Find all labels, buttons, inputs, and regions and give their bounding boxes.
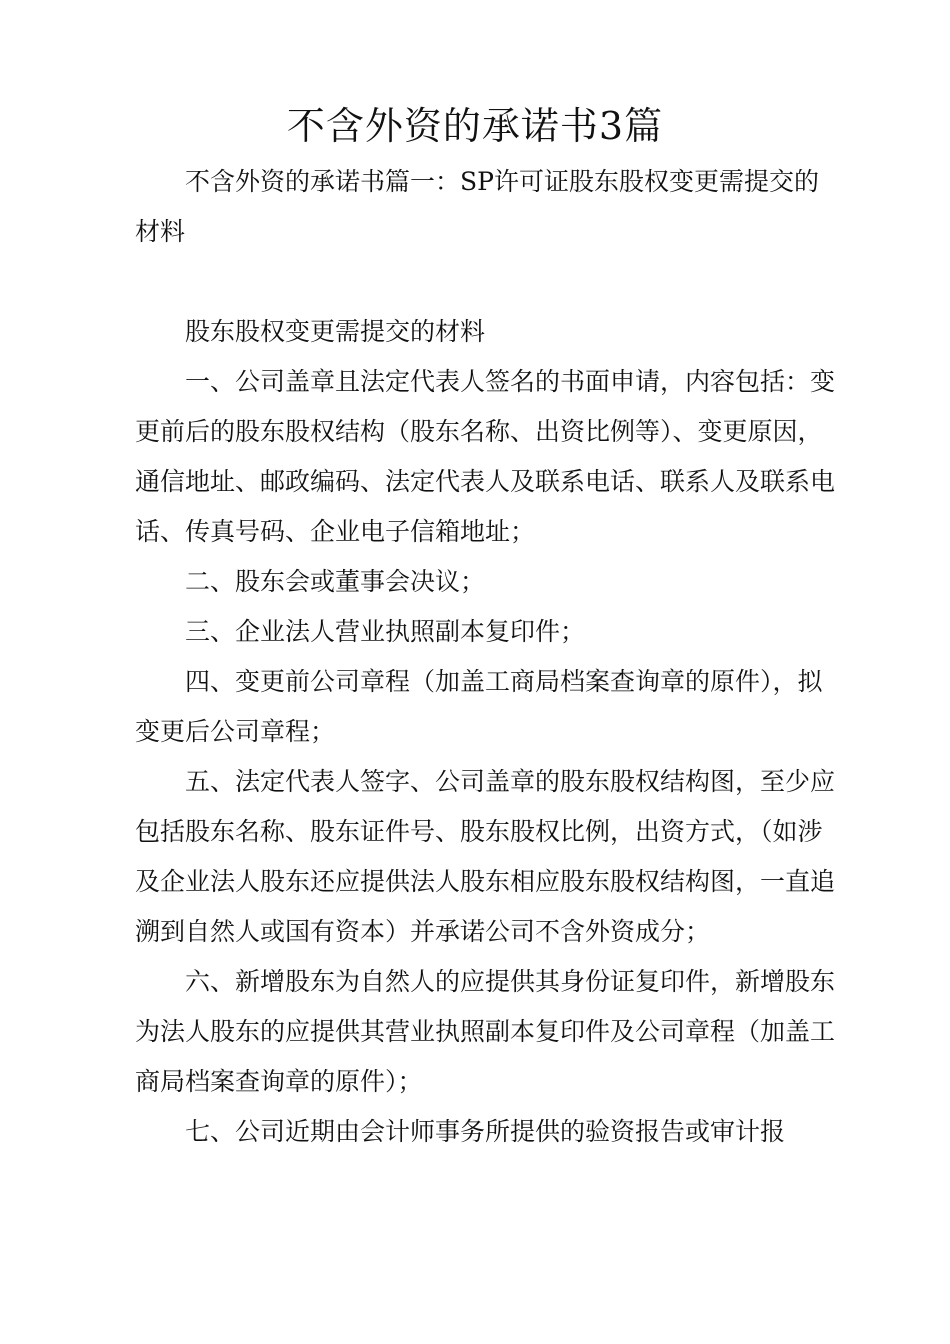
item-paragraph-2: 二、股东会或董事会决议； — [185, 567, 486, 596]
document-body — [135, 157, 835, 1157]
item-paragraph-3: 三、企业法人营业执照副本复印件； — [185, 617, 586, 646]
document-title: 不含外资的承诺书3篇 — [286, 104, 664, 148]
section-heading: 股东股权变更需提交的材料 — [185, 317, 486, 346]
item-paragraph-5: 五、法定代表人签字、公司盖章的股东股权结构图，至少应包括股东名称、股东证件号、股东股权比例，出资方式，（如涉及企业法人股东还应提供法人股东相应股东股权结构图，一直追溯到自然人或国有资本）并承诺公司不含外资成分； — [135, 767, 836, 946]
item-paragraph-6: 六、新增股东为自然人的应提供其身份证复印件，新增股东为法人股东的应提供其营业执照副本复印件及公司章程（加盖工商局档案查询章的原件）； — [135, 967, 836, 1096]
item-paragraph-1: 一、公司盖章且法定代表人签名的书面申请，内容包括：变更前后的股东股权结构（股东名称、出资比例等）、变更原因，通信地址、邮政编码、法定代表人及联系电话、联系人及联系电话、传真号码、企业电子信箱地址； — [135, 367, 836, 546]
subtitle-paragraph: 不含外资的承诺书篇一：SP许可证股东股权变更需提交的材料 — [135, 167, 819, 246]
item-paragraph-4: 四、变更前公司章程（加盖工商局档案查询章的原件），拟变更后公司章程； — [135, 667, 823, 746]
item-paragraph-7: 七、公司近期由会计师事务所提供的验资报告或审计报 — [185, 1117, 786, 1146]
